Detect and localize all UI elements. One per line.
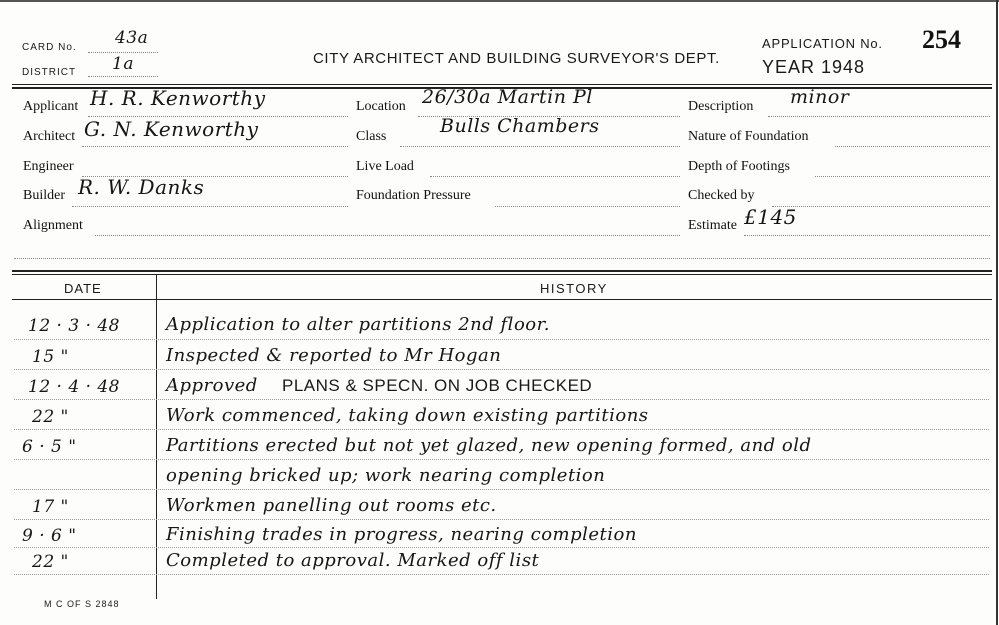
history-text: Work commenced, taking down existing partitions [166,405,649,426]
history-text: opening bricked up; work nearing completion [166,465,606,486]
card-no-value: 43a [115,28,149,48]
district-underline [88,76,158,77]
description-label: Description [688,99,754,114]
alignment-line [95,235,680,236]
history-row-line [14,459,989,460]
engineer-label: Engineer [23,159,74,174]
history-text: Completed to approval. Marked off list [166,550,540,571]
class-value: Bulls Chambers [440,115,600,137]
history-date: 9 · 6 " [22,526,77,546]
builder-line [72,206,348,207]
nature-of-foundation-line [835,146,990,147]
foundation-pressure-line [495,206,680,207]
checked-by-line [772,206,990,207]
district-label: DISTRICT [22,67,77,78]
foundation-pressure-label: Foundation Pressure [356,188,471,203]
history-date: 15 " [32,347,69,367]
approval-stamp: PLANS & SPECN. ON JOB CHECKED [282,376,593,395]
history-column-header: HISTORY [540,281,608,296]
history-date: 22 " [32,552,69,572]
history-text: Workmen panelling out rooms etc. [166,495,497,516]
nature-of-foundation-label: Nature of Foundation [688,129,809,144]
history-text: Partitions erected but not yet glazed, new opening formed, and old [166,435,812,456]
builder-value: R. W. Danks [78,175,205,199]
applicant-label: Applicant [23,99,79,114]
top-edge-line [0,0,999,2]
history-row-line [14,429,989,430]
history-row-line [14,489,989,490]
description-line [768,116,990,117]
form-code: M C OF S 2848 [44,599,120,609]
applicant-value: H. R. Kenworthy [90,86,266,110]
card-no-label: CARD No. [22,42,77,53]
alignment-label: Alignment [23,218,83,233]
history-row-line [14,547,989,548]
history-row-line [14,339,989,340]
year-label: YEAR 1948 [762,57,866,77]
description-value: minor [790,86,850,108]
header-rule-top [12,84,992,85]
details-bottom-dotted [14,258,990,259]
application-no-label: APPLICATION No. [762,36,883,51]
history-rule-top-2 [12,274,992,275]
checked-by-label: Checked by [688,188,755,203]
history-text: Application to alter partitions 2nd floor. [166,314,550,335]
builder-label: Builder [23,188,65,203]
history-header-rule [12,299,992,300]
date-column-header: DATE [64,281,102,296]
history-row-line [14,574,989,575]
architect-label: Architect [23,129,76,144]
location-label: Location [356,99,406,114]
location-value: 26/30a Martin Pl [422,86,593,108]
card-no-underline [88,52,158,53]
right-edge-line [996,0,998,625]
history-date: 17 " [32,497,69,517]
estimate-line [744,235,990,236]
class-line [400,146,680,147]
history-text: Inspected & reported to Mr Hogan [166,345,502,366]
history-row-line [14,369,989,370]
architect-value: G. N. Kenworthy [84,117,259,141]
history-date: 12 · 4 · 48 [28,377,121,397]
history-rule-top [12,270,992,272]
live-load-line [430,176,680,177]
history-text: Approved [166,375,258,396]
live-load-label: Live Load [356,159,414,174]
date-column-divider [156,274,157,599]
application-no-value: 254 [922,25,961,54]
history-row-line [14,399,989,400]
history-date: 22 " [32,407,69,427]
class-label: Class [356,129,387,144]
history-text: Finishing trades in progress, nearing completion [166,524,637,545]
estimate-label: Estimate [688,218,737,233]
architect-line [82,146,348,147]
department-title: CITY ARCHITECT AND BUILDING SURVEYOR'S DEPT. [313,50,720,67]
depth-of-footings-line [815,176,990,177]
depth-of-footings-label: Depth of Footings [688,159,790,174]
district-value: 1a [112,54,134,74]
history-date: 12 · 3 · 48 [28,316,121,336]
history-row-line [14,519,989,520]
history-date: 6 · 5 " [22,437,77,457]
estimate-value: £145 [744,205,797,229]
